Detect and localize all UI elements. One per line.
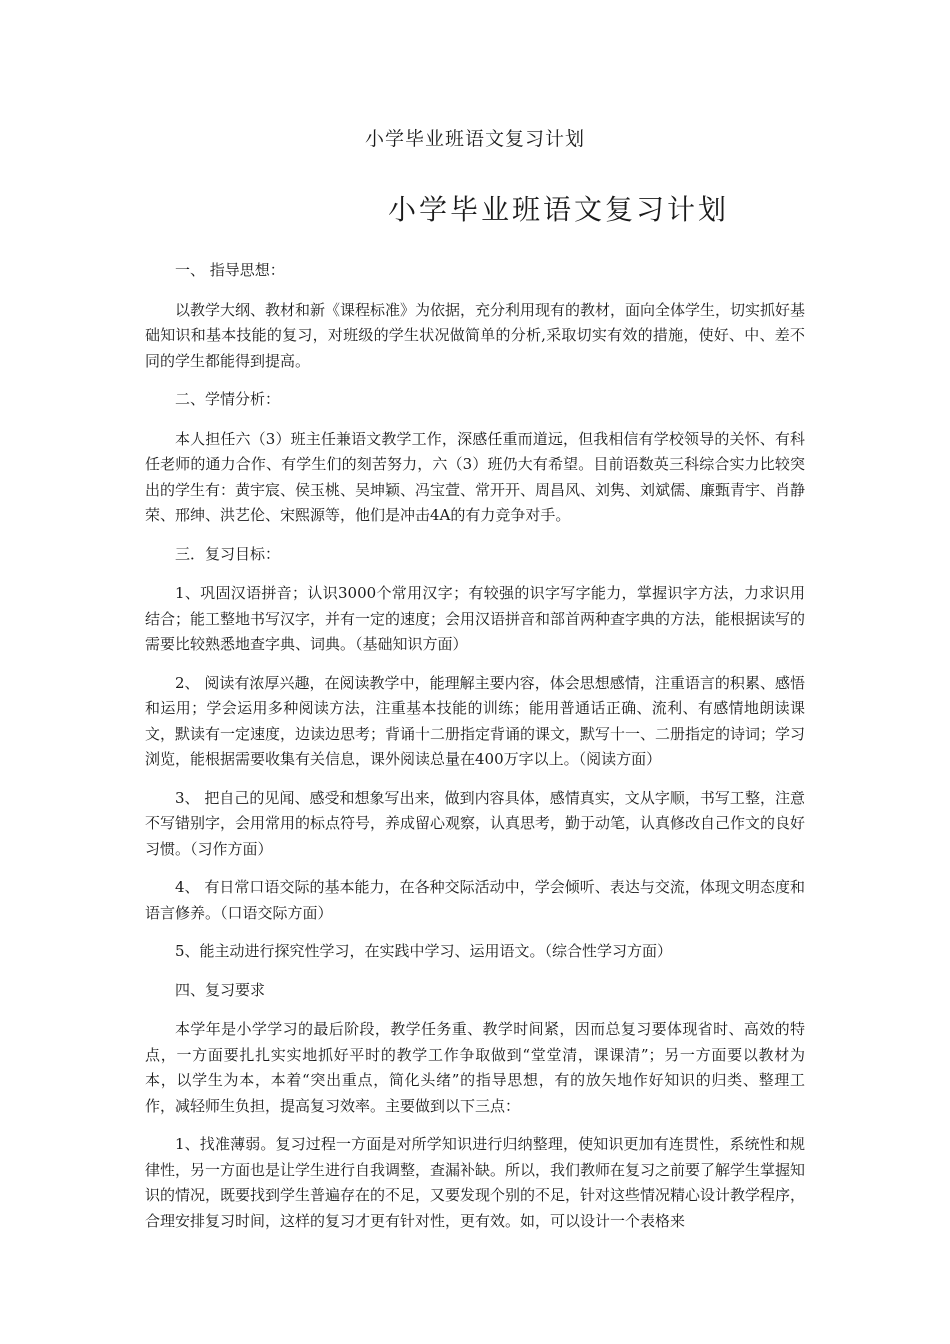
section-heading-student-analysis: 二、学情分析： bbox=[175, 390, 281, 408]
section-heading-review-goals: 三．复习目标： bbox=[175, 544, 281, 563]
goal-item-4: 4、 有日常口语交际的基本能力，在各种交际活动中，学会倾听、表达与交流，体现文明态度和语言修养。（口语交际方面） bbox=[145, 878, 805, 922]
goal-item-1: 1、巩固汉语拼音；认识3000个常用汉字；有较强的识字写字能力，掌握识字方法，力求识用结合；能工整地书写汉字，并有一定的速度；会用汉语拼音和部首两种查字典的方法，能根据读写的需要比较熟悉地查字典、词典。（基础知识方面） bbox=[145, 584, 806, 653]
document-body bbox=[145, 258, 805, 1247]
goal-item-2: 2、 阅读有浓厚兴趣，在阅读教学中，能理解主要内容，体会思想感情，注重语言的积累、感悟和运用；学会运用多种阅读方法，注重基本技能的训练；能用普通话正确、流利、有感情地朗读课文，默读有一定速度，边读边思考；背诵十二册指定背诵的课文，默写十一、二册指定的诗词；学习浏览，能根据需要收集有关信息，课外阅读总量在400万字以上。（阅读方面） bbox=[145, 673, 806, 768]
section-heading-guiding-thought: 一、 指导思想： bbox=[175, 261, 285, 279]
goal-item-5: 5、能主动进行探究性学习，在实践中学习、运用语文。（综合性学习方面） bbox=[175, 942, 673, 960]
paragraph: 以教学大纲、教材和新《课程标准》为依据，充分利用现有的教材，面向全体学生，切实抓好基础知识和基本技能的复习，对班级的学生状况做简单的分析,采取切实有效的措施，使好、中、差不同的学生都能得到提高。 bbox=[145, 300, 806, 370]
requirement-item-1: 1、找准薄弱。复习过程一方面是对所学知识进行归纳整理，使知识更加有连贯性，系统性和规律性，另一方面也是让学生进行自我调整，查漏补缺。所以，我们教师在复习之前要了解学生掌握知识的情况，既要找到学生普遍存在的不足，又要发现个别的不足，针对这些情况精心设计教学程序，合理安排复习时间，这样的复习才更有针对性，更有效。如，可以设计一个表格来 bbox=[145, 1135, 806, 1230]
paragraph: 本学年是小学学习的最后阶段，教学任务重、教学时间紧，因而总复习要体现省时、高效的特点，一方面要扎扎实实地抓好平时的教学工作争取做到“堂堂清，课课清”；另一方面要以教材为本，以学生为本，本着“突出重点，简化头绪”的指导思想，有的放矢地作好知识的归类、整理工作，减轻师生负担，提高复习效率。主要做到以下三点： bbox=[145, 1020, 805, 1115]
header-title: 小学毕业班语文复习计划 bbox=[364, 128, 585, 150]
paragraph: 本人担任六（3）班主任兼语文教学工作，深感任重而道远，但我相信有学校领导的关怀、有科任老师的通力合作、有学生们的刻苦努力，六（3）班仍大有希望。目前语数英三科综合实力比较突出的学生有：黄宇宸、侯玉桃、吴坤颖、冯宝萱、常开开、周昌风、刘隽、刘斌儒、廉甄青宇、肖静荣、邢绅、洪艺伦、宋熙源等，他们是冲击4A的有力竞争对手。 bbox=[145, 429, 806, 524]
goal-item-3: 3、 把自己的见闻、感受和想象写出来，做到内容具体，感情真实，文从字顺，书写工整，注意不写错别字，会用常用的标点符号，养成留心观察，认真思考，勤于动笔，认真修改自己作文的良好习惯。（习作方面） bbox=[145, 788, 806, 858]
section-heading-review-requirements: 四、复习要求 bbox=[175, 980, 266, 999]
main-title: 小学毕业班语文复习计划 bbox=[388, 193, 730, 226]
